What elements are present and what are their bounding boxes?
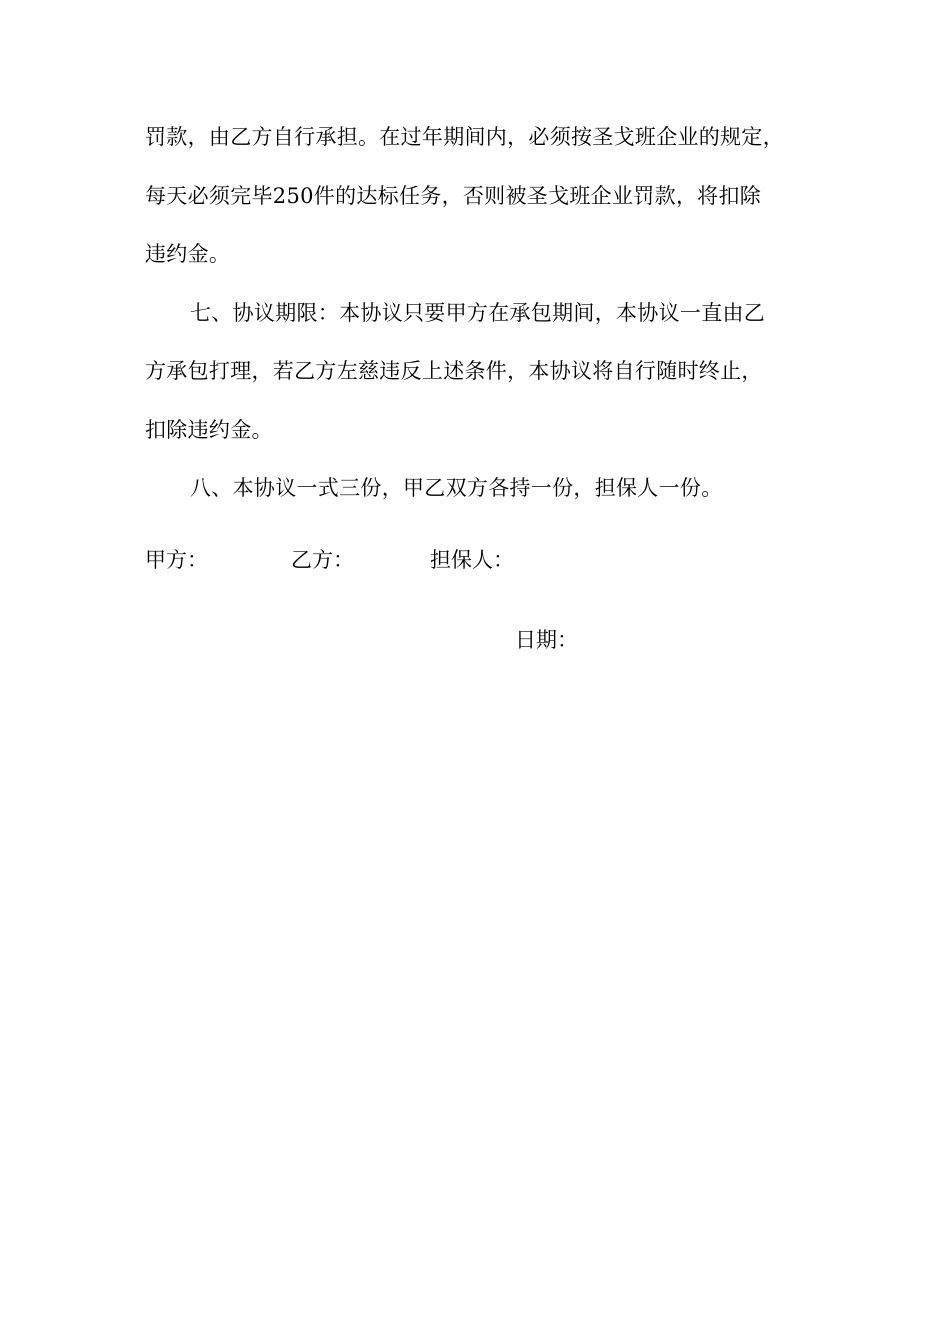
party-a-label: 甲方： — [145, 548, 208, 572]
guarantor-label: 担保人： — [430, 548, 514, 572]
signature-block — [145, 540, 825, 580]
paragraph-line: 违约金。 — [145, 242, 231, 266]
party-b-label: 乙方： — [291, 548, 354, 572]
clause-seven-line: 七、协议期限：本协议只要甲方在承包期间，本协议一直由乙 — [190, 300, 766, 325]
paragraph-line: 方承包打理，若乙方左慈违反上述条件，本协议将自行随时终止， — [145, 359, 763, 383]
clause-eight-line: 八、本协议一式三份，甲乙双方各持一份，担保人一份。 — [190, 476, 723, 500]
document-body — [145, 112, 825, 522]
date-label: 日期： — [515, 628, 578, 652]
paragraph-line: 扣除违约金。 — [145, 417, 273, 442]
paragraph-line: 每天必须完毕250件的达标任务，否则被圣戈班企业罚款，将扣除 — [145, 183, 762, 208]
paragraph-line: 罚款，由乙方自行承担。在过年期间内，必须按圣戈班企业的规定， — [145, 125, 784, 149]
